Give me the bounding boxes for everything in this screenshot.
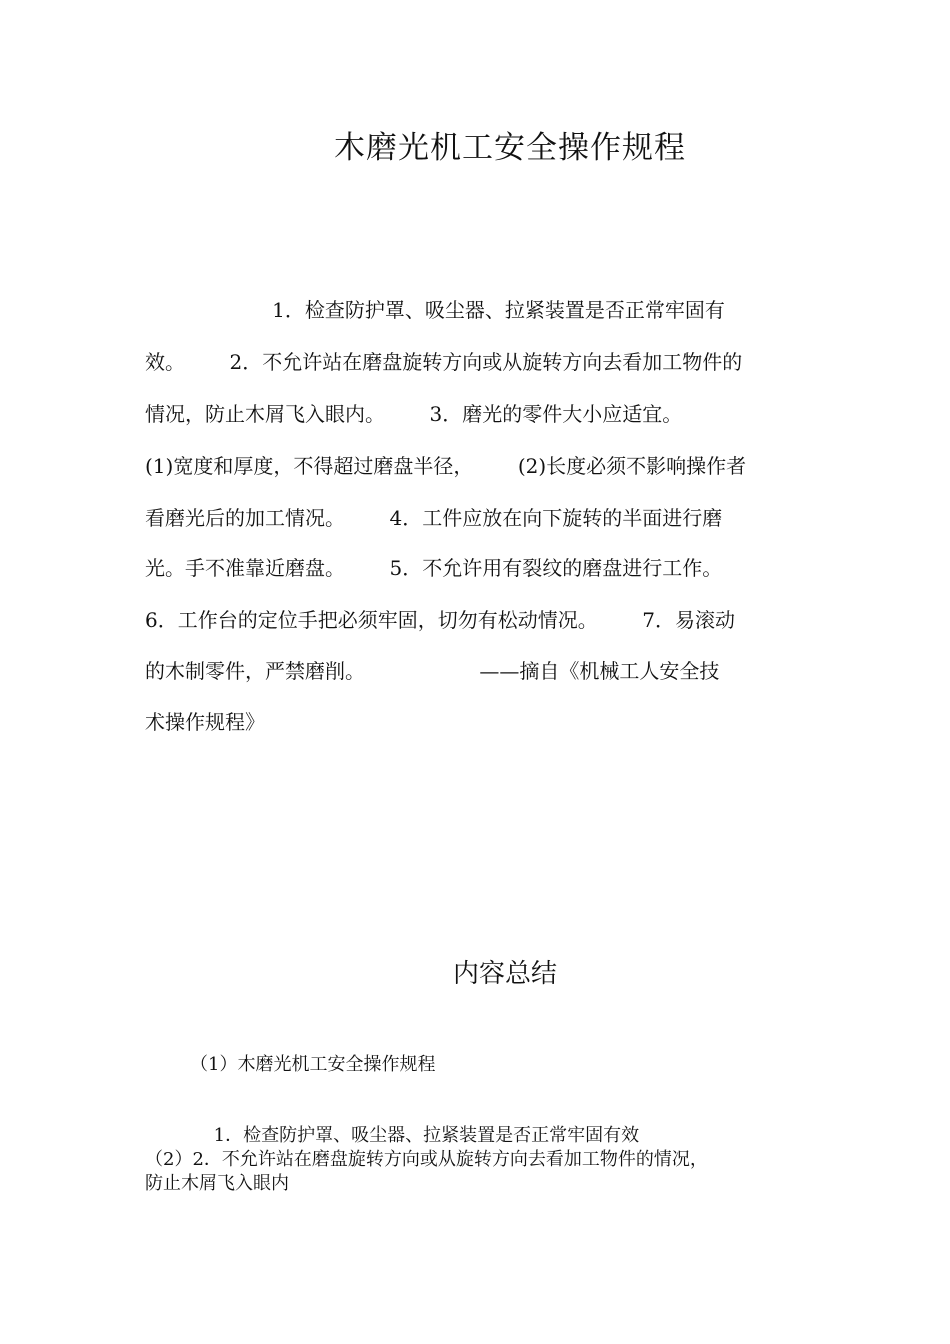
body-line-1: 1．检查防护罩、吸尘器、拉紧装置是否正常牢固有 — [145, 298, 725, 322]
body-line-6: 光。手不准靠近磨盘。 5．不允许用有裂纹的磨盘进行工作。 — [145, 556, 723, 580]
summary-title: 内容总结 — [452, 959, 557, 989]
body-line-8: 的木制零件，严禁磨削。 ——摘自《机械工人安全技 — [145, 659, 720, 683]
summary-line-2: （2）2．不允许站在磨盘旋转方向或从旋转方向去看加工物件的情况， — [145, 1149, 708, 1170]
body-line-9: 术操作规程》 — [145, 710, 265, 734]
body-line-7: 6．工作台的定位手把必须牢固，切勿有松动情况。 7．易滚动 — [145, 608, 735, 632]
body-line-4: (1)宽度和厚度，不得超过磨盘半径， (2)长度必须不影响操作者 — [145, 454, 747, 478]
document-title: 木磨光机工安全操作规程 — [334, 130, 686, 166]
body-line-3: 情况，防止木屑飞入眼内。 3．磨光的零件大小应适宜。 — [145, 402, 683, 426]
summary-line-1: 1．检查防护罩、吸尘器、拉紧装置是否正常牢固有效 — [145, 1125, 640, 1146]
summary-item-1: （1）木磨光机工安全操作规程 — [190, 1054, 436, 1075]
body-line-5: 看磨光后的加工情况。 4．工件应放在向下旋转的半面进行磨 — [145, 506, 723, 530]
body-line-2: 效。 2．不允许站在磨盘旋转方向或从旋转方向去看加工物件的 — [145, 350, 743, 374]
summary-line-3: 防止木屑飞入眼内 — [145, 1173, 289, 1194]
